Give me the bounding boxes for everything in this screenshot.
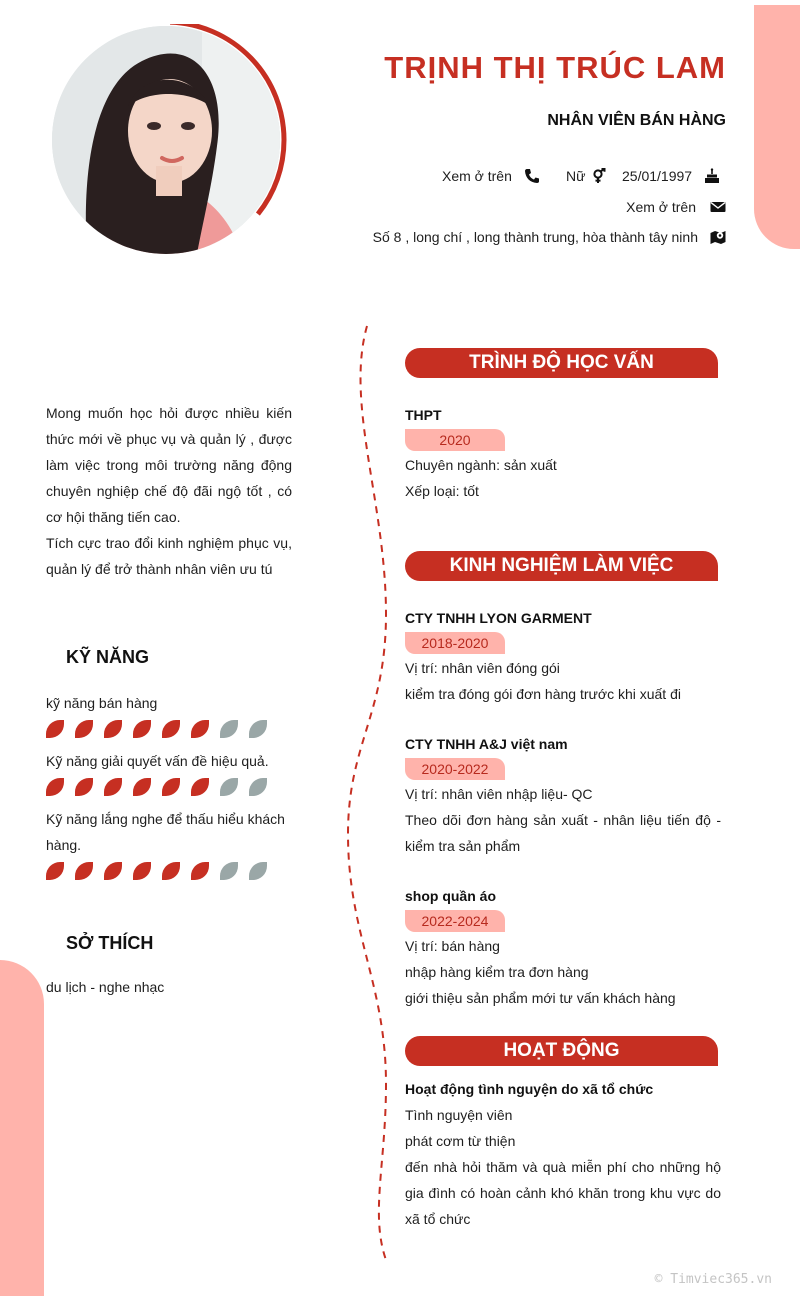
phone-value: Xem ở trên xyxy=(442,168,512,184)
skill-name: Kỹ năng giải quyết vấn đề hiệu quả. xyxy=(46,753,269,769)
activity-name: Hoạt động tình nguyện do xã tổ chức xyxy=(405,1081,654,1097)
map-icon xyxy=(710,229,726,245)
skill-dot-empty xyxy=(249,862,267,880)
skill-dot-filled xyxy=(191,720,209,738)
avatar-frame xyxy=(44,24,288,260)
skill-dot-filled xyxy=(162,862,180,880)
skill-dot-empty xyxy=(249,778,267,796)
wavy-divider xyxy=(340,324,400,1264)
activities-heading: HOẠT ĐỘNG xyxy=(405,1036,718,1066)
skill-dot-filled xyxy=(75,862,93,880)
contact-email xyxy=(626,199,726,215)
gender-icon xyxy=(591,168,607,184)
education-year: 2020 xyxy=(405,429,505,451)
profile-photo xyxy=(52,26,280,254)
experience-heading: KINH NGHIỆM LÀM VIỆC xyxy=(405,551,718,581)
skill-dot-empty xyxy=(220,720,238,738)
skill-rating xyxy=(46,778,267,796)
contact-dob xyxy=(622,168,720,184)
skill-dot-filled xyxy=(133,862,151,880)
contact-phone xyxy=(442,168,540,184)
watermark: © Timviec365.vn xyxy=(654,1272,772,1287)
experience-line: Vị trí: nhân viên nhập liệu- QC xyxy=(405,786,593,802)
skill-dot-filled xyxy=(75,778,93,796)
address-value: Số 8 , long chí , long thành trung, hòa thành tây ninh xyxy=(372,229,698,245)
candidate-name: TRỊNH THỊ TRÚC LAM xyxy=(384,50,726,85)
job-title: NHÂN VIÊN BÁN HÀNG xyxy=(547,112,726,129)
phone-icon xyxy=(524,168,540,184)
experience-period: 2018-2020 xyxy=(405,632,505,654)
dob-value: 25/01/1997 xyxy=(622,168,693,184)
skill-dot-filled xyxy=(75,720,93,738)
experience-company: CTY TNHH LYON GARMENT xyxy=(405,610,592,626)
skill-rating xyxy=(46,720,267,738)
skill-dot-filled xyxy=(104,720,122,738)
activity-line: phát cơm từ thiện xyxy=(405,1133,516,1149)
skill-dot-filled xyxy=(133,778,151,796)
experience-company: shop quần áo xyxy=(405,888,496,904)
education-line: Xếp loại: tốt xyxy=(405,483,479,499)
experience-line: giới thiệu sản phẩm mới tư vấn khách hàng xyxy=(405,990,676,1006)
email-value: Xem ở trên xyxy=(626,199,696,215)
career-objective xyxy=(46,400,292,582)
contact-address xyxy=(373,229,726,245)
skill-dot-filled xyxy=(133,720,151,738)
skill-name: Kỹ năng lắng nghe để thấu hiểu khách hàng. xyxy=(46,811,285,853)
skill-dot-filled xyxy=(162,778,180,796)
experience-line: nhập hàng kiểm tra đơn hàng xyxy=(405,964,589,980)
skill-dot-filled xyxy=(191,862,209,880)
activity-line: Tình nguyện viên xyxy=(405,1107,513,1123)
experience-line: Vị trí: bán hàng xyxy=(405,938,500,954)
skill-dot-empty xyxy=(249,720,267,738)
hobbies-text: du lịch - nghe nhạc xyxy=(46,979,165,995)
experience-period: 2020-2022 xyxy=(405,758,505,780)
avatar xyxy=(52,26,280,254)
skill-dot-filled xyxy=(104,778,122,796)
skill-name: kỹ năng bán hàng xyxy=(46,695,158,711)
experience-line: Theo dõi đơn hàng sản xuất - nhân liệu tiến độ - kiểm tra sản phẩm xyxy=(405,812,721,854)
education-heading: TRÌNH ĐỘ HỌC VẤN xyxy=(405,348,718,378)
hobbies-title: SỞ THÍCH xyxy=(66,933,154,953)
experience-period: 2022-2024 xyxy=(405,910,505,932)
skill-dot-filled xyxy=(104,862,122,880)
objective-paragraph: Mong muốn học hỏi được nhiều kiến thức mới về phục vụ và quản lý , được làm việc trong môi trường năng động chuyên nghiệp chế độ đãi ngộ tốt , có cơ hội thăng tiến cao. xyxy=(46,405,292,525)
experience-company: CTY TNHH A&J việt nam xyxy=(405,736,568,752)
activity-line: đến nhà hỏi thăm và quà miễn phí cho những hộ gia đình có hoàn cảnh khó khăn trong khu vực do xã tổ chức xyxy=(405,1159,721,1227)
skill-dot-empty xyxy=(220,778,238,796)
experience-line: kiểm tra đóng gói đơn hàng trước khi xuất đi xyxy=(405,686,681,702)
birthday-cake-icon xyxy=(704,168,720,184)
skill-dot-filled xyxy=(191,778,209,796)
experience-line: Vị trí: nhân viên đóng gói xyxy=(405,660,560,676)
skill-dot-filled xyxy=(46,720,64,738)
envelope-icon xyxy=(710,199,726,215)
skill-dot-empty xyxy=(220,862,238,880)
skill-dot-filled xyxy=(46,862,64,880)
skill-rating xyxy=(46,862,267,880)
decor-shape-bottom-left xyxy=(0,960,44,1296)
education-school: THPT xyxy=(405,407,442,423)
skill-dot-filled xyxy=(46,778,64,796)
gender-value: Nữ xyxy=(566,168,586,184)
decor-shape-top-right xyxy=(754,5,800,249)
education-line: Chuyên ngành: sản xuất xyxy=(405,457,557,473)
objective-paragraph: Tích cực trao đổi kinh nghiệm phục vụ, quản lý để trở thành nhân viên ưu tú xyxy=(46,535,292,577)
skill-dot-filled xyxy=(162,720,180,738)
contact-gender xyxy=(566,168,607,184)
skills-title: KỸ NĂNG xyxy=(66,647,150,667)
